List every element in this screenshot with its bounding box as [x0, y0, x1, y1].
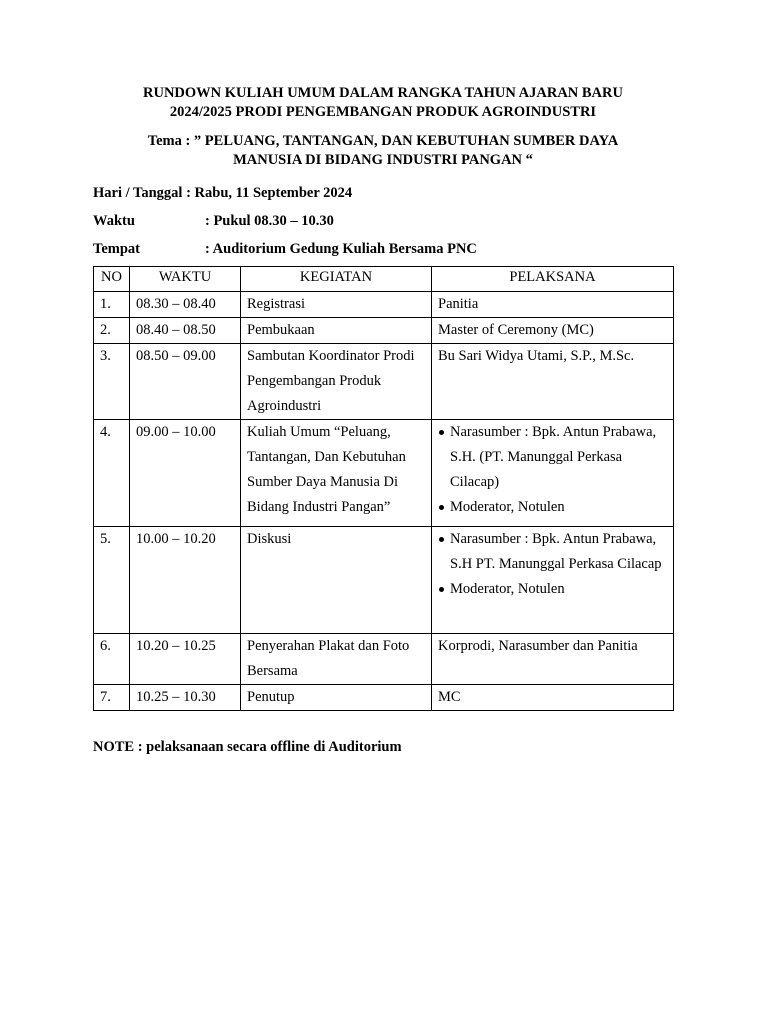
list-item: Moderator, Notulen [438, 495, 667, 520]
row-no: 2. [94, 318, 130, 344]
row-no: 3. [94, 344, 130, 420]
info-time-label: Waktu [93, 213, 135, 229]
info-place-label: Tempat [93, 241, 140, 257]
document-note: NOTE : pelaksanaan secara offline di Auditorium [93, 739, 402, 755]
info-day-label: Hari / Tanggal [93, 185, 183, 201]
row-no: 6. [94, 634, 130, 685]
row-activity: Registrasi [241, 292, 432, 318]
row-activity: Sambutan Koordinator Prodi Pengembangan Produk Agroindustri [241, 344, 432, 420]
row-executor: MC [432, 685, 674, 711]
row-executor [432, 420, 674, 527]
executor-list [438, 420, 667, 520]
header-activity: KEGIATAN [241, 267, 432, 292]
executor-list [438, 527, 667, 602]
document-page [93, 84, 673, 756]
table-row [94, 634, 674, 685]
row-activity: Penutup [241, 685, 432, 711]
info-time-row [93, 212, 673, 240]
row-activity: Penyerahan Plakat dan Foto Bersama [241, 634, 432, 685]
document-theme: Tema : ” PELUANG, TANTANGAN, DAN KEBUTUHAN SUMBER DAYA MANUSIA DI BIDANG INDUSTRI PANGAN “ [147, 133, 619, 168]
row-executor: Panitia [432, 292, 674, 318]
info-place-row [93, 240, 673, 268]
row-executor: Bu Sari Widya Utami, S.P., M.Sc. [432, 344, 674, 420]
table-row [94, 685, 674, 711]
row-time: 08.30 – 08.40 [130, 292, 241, 318]
document-title: RUNDOWN KULIAH UMUM DALAM RANGKA TAHUN AJARAN BARU 2024/2025 PRODI PENGEMBANGAN PRODUK AGROINDUSTRI [143, 85, 623, 120]
row-activity: Kuliah Umum “Peluang, Tantangan, Dan Kebutuhan Sumber Daya Manusia Di Bidang Industri Pangan” [241, 420, 432, 527]
table-row [94, 527, 674, 634]
info-day-value: : Rabu, 11 September 2024 [186, 185, 353, 201]
info-place-value: : Auditorium Gedung Kuliah Bersama PNC [205, 241, 477, 257]
list-item: Narasumber : Bpk. Antun Prabawa, S.H. (PT. Manunggal Perkasa Cilacap) [438, 420, 667, 495]
row-executor [432, 527, 674, 634]
info-day-row [93, 184, 673, 212]
header-executor: PELAKSANA [432, 267, 674, 292]
row-no: 4. [94, 420, 130, 527]
row-executor: Korprodi, Narasumber dan Panitia [432, 634, 674, 685]
list-item: Moderator, Notulen [438, 577, 667, 602]
row-activity: Pembukaan [241, 318, 432, 344]
list-item: Narasumber : Bpk. Antun Prabawa, S.H PT. Manunggal Perkasa Cilacap [438, 527, 667, 577]
table-row [94, 420, 674, 527]
table-row [94, 318, 674, 344]
row-executor: Master of Ceremony (MC) [432, 318, 674, 344]
row-time: 10.25 – 10.30 [130, 685, 241, 711]
row-time: 10.00 – 10.20 [130, 527, 241, 634]
row-time: 10.20 – 10.25 [130, 634, 241, 685]
row-time: 08.50 – 09.00 [130, 344, 241, 420]
header-no: NO [94, 267, 130, 292]
row-no: 1. [94, 292, 130, 318]
row-time: 08.40 – 08.50 [130, 318, 241, 344]
table-row [94, 292, 674, 318]
row-no: 7. [94, 685, 130, 711]
info-time-value: : Pukul 08.30 – 10.30 [205, 213, 334, 229]
row-time: 09.00 – 10.00 [130, 420, 241, 527]
rundown-table [93, 266, 674, 711]
header-time: WAKTU [130, 267, 241, 292]
table-row [94, 344, 674, 420]
row-no: 5. [94, 527, 130, 634]
event-info [93, 184, 673, 268]
row-activity: Diskusi [241, 527, 432, 634]
table-header-row [94, 267, 674, 292]
